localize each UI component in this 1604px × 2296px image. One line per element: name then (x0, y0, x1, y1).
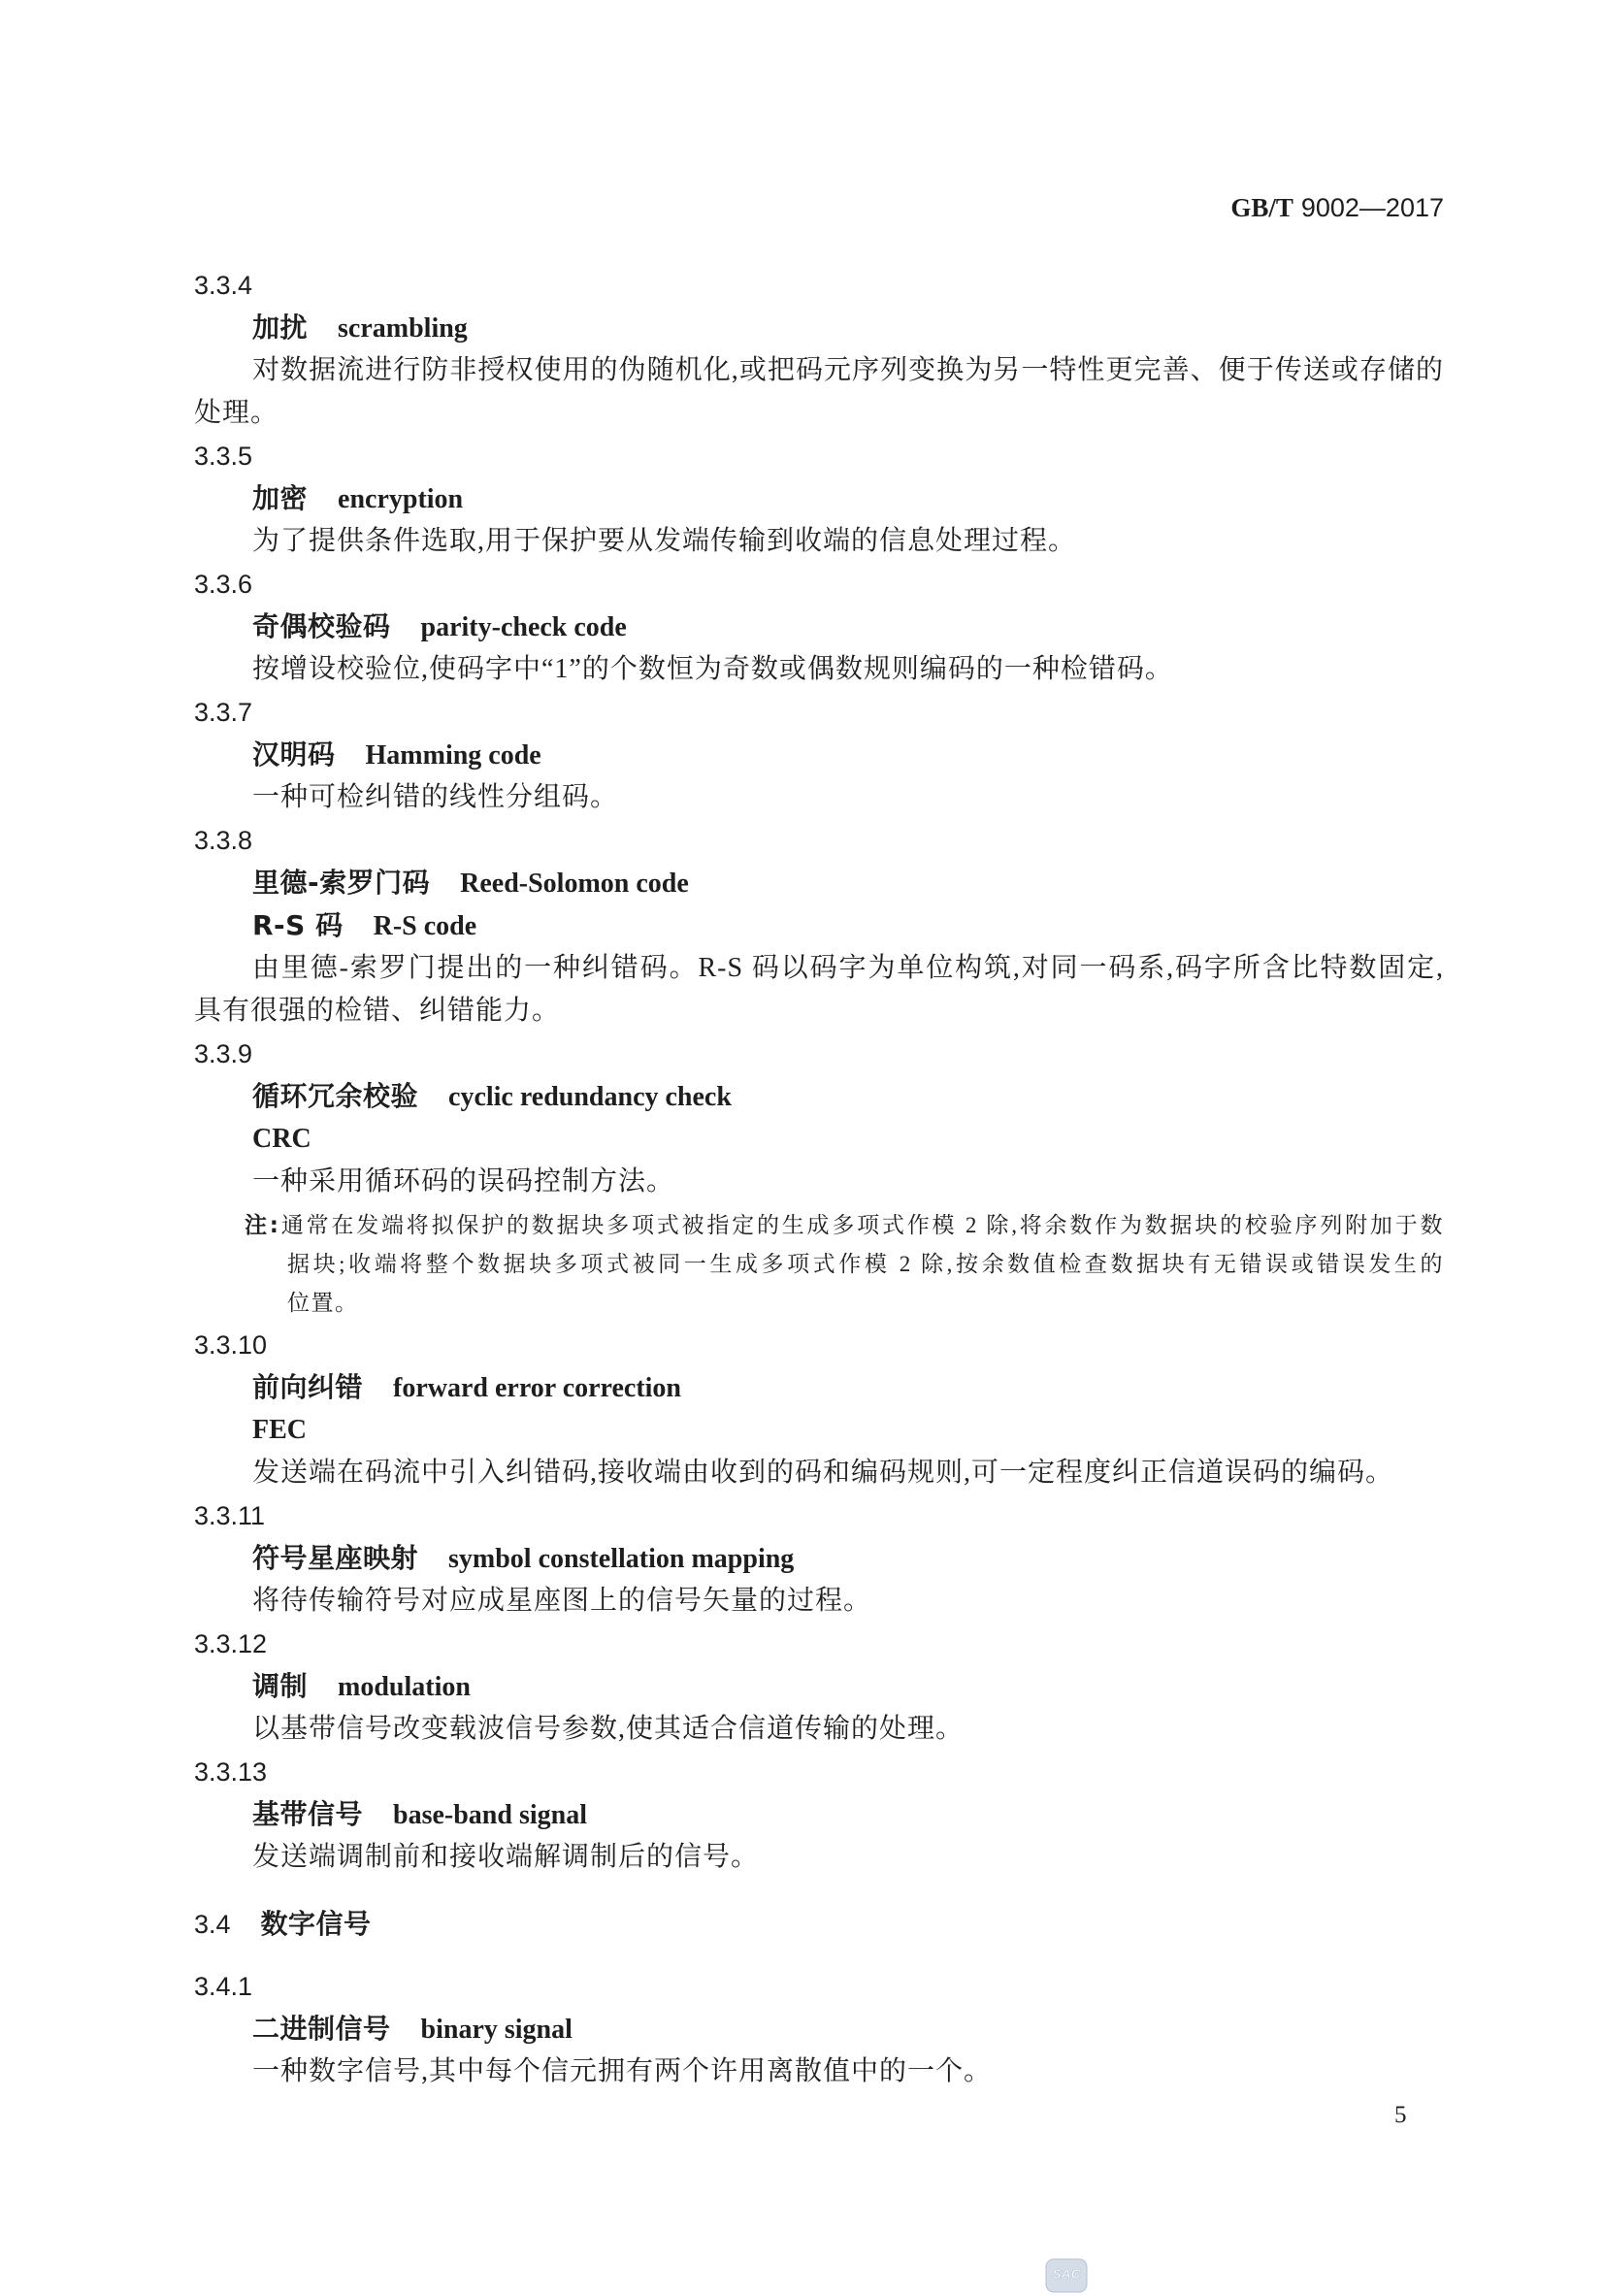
definition-line: 发送端调制前和接收端解调制后的信号。 (252, 1842, 760, 1872)
term-number: 3.3.7 (194, 698, 253, 727)
term-zh: 加扰 (252, 312, 309, 344)
term-zh: 基带信号 (252, 1798, 364, 1830)
definition-line: 由里德-索罗门提出的一种纠错码。R-S 码以码字为单位构筑,对同一码系,码字所含比特数固定, (252, 953, 1444, 983)
term-en: parity-check code (420, 612, 627, 642)
term-number: 3.3.12 (194, 1629, 268, 1658)
standard-code-number: 9002—2017 (1300, 193, 1444, 222)
sac-logo-text: SAC (1052, 2266, 1081, 2281)
sac-logo (1043, 2253, 1090, 2281)
term-en: Reed-Solomon code (460, 869, 689, 899)
term-en: scrambling (338, 313, 468, 344)
term-heading (194, 2008, 1444, 2050)
term-heading (194, 606, 1444, 648)
note-line: 位置。 (287, 1291, 359, 1315)
term-number: 3.3.6 (194, 570, 253, 599)
term-zh: 奇偶校验码 (252, 610, 391, 642)
standard-code-prefix: GB/T (1230, 193, 1293, 222)
definition-line: 按增设校验位,使码字中“1”的个数恒为奇数或偶数规则编码的一种检错码。 (252, 654, 1173, 684)
note-line: 据块;收端将整个数据块多项式被同一生成多项式作模 2 除,按余数值检查数据块有无错误或错误发生的 (287, 1252, 1444, 1276)
term-en: symbol constellation mapping (448, 1544, 795, 1574)
term-number: 3.3.11 (194, 1501, 266, 1530)
definition-line: 为了提供条件选取,用于保护要从发端传输到收端的信息处理过程。 (252, 526, 1077, 556)
definition-line: 以基带信号改变载波信号参数,使其适合信道传输的处理。 (252, 1714, 965, 1744)
definition-line: 处理。 (194, 398, 279, 428)
section-title: 数字信号 (260, 1908, 372, 1940)
term-zh: 加密 (252, 482, 309, 514)
term-heading (194, 734, 1444, 776)
note-line: 通常在发端将拟保护的数据块多项式被指定的生成多项式作模 2 除,将余数作为数据块的校验序列附加于数 (279, 1213, 1444, 1237)
term-heading (194, 1793, 1444, 1836)
term-en: cyclic redundancy check (448, 1082, 732, 1112)
term-synonym (194, 904, 1444, 947)
note-label: 注: (245, 1213, 280, 1238)
term-heading (194, 1665, 1444, 1708)
definition-line: 对数据流进行防非授权使用的伪随机化,或把码元序列变换为另一特性更完善、便于传送或存储的 (252, 355, 1444, 385)
definition-line: 一种采用循环码的误码控制方法。 (252, 1166, 675, 1197)
section-number: 3.4 (194, 1910, 231, 1939)
term-heading (194, 477, 1444, 520)
term-zh: 调制 (252, 1670, 309, 1702)
term-en: encryption (338, 484, 464, 514)
term-heading (194, 1366, 1444, 1409)
term-number: 3.4.1 (194, 1972, 253, 2001)
term-en: forward error correction (393, 1373, 681, 1403)
note (194, 1206, 1444, 1245)
term-heading (194, 1075, 1444, 1118)
term-number: 3.3.4 (194, 271, 253, 300)
term-zh: 符号星座映射 (252, 1542, 419, 1574)
term-number: 3.3.5 (194, 442, 253, 471)
document-body (194, 264, 1444, 2093)
term-zh: 里德-索罗门码 (252, 867, 431, 899)
term-number: 3.3.8 (194, 826, 253, 855)
section-heading (194, 1903, 1444, 1946)
definition-line: 一种数字信号,其中每个信元拥有两个许用离散值中的一个。 (252, 2056, 993, 2086)
term-zh: 汉明码 (252, 738, 336, 771)
page-number: 5 (1394, 2102, 1407, 2128)
definition-line: 将待传输符号对应成星座图上的信号矢量的过程。 (252, 1586, 872, 1616)
definition-line: 一种可检纠错的线性分组码。 (252, 782, 619, 812)
term-number: 3.3.13 (194, 1757, 268, 1787)
term-abbreviation: FEC (252, 1415, 307, 1445)
term-en: binary signal (420, 2015, 573, 2045)
term-en: modulation (338, 1672, 471, 1702)
term-en: base-band signal (393, 1800, 587, 1830)
running-header (1230, 188, 1444, 227)
term-heading (194, 307, 1444, 349)
term-number: 3.3.9 (194, 1039, 253, 1068)
term-zh: 前向纠错 (252, 1371, 364, 1403)
synonym-zh: R-S 码 (252, 909, 344, 941)
definition-line: 发送端在码流中引入纠错码,接收端由收到的码和编码规则,可一定程度纠正信道误码的编码。 (252, 1458, 1394, 1488)
synonym-en: R-S code (373, 911, 477, 941)
term-en: Hamming code (365, 740, 541, 771)
term-abbreviation: CRC (252, 1124, 311, 1154)
sac-logo-icon (1043, 2253, 1090, 2296)
term-heading (194, 1537, 1444, 1580)
term-heading (194, 862, 1444, 904)
term-zh: 循环冗余校验 (252, 1080, 419, 1112)
term-zh: 二进制信号 (252, 2013, 391, 2045)
term-number: 3.3.10 (194, 1330, 268, 1360)
definition-line: 具有很强的检错、纠错能力。 (194, 996, 561, 1026)
